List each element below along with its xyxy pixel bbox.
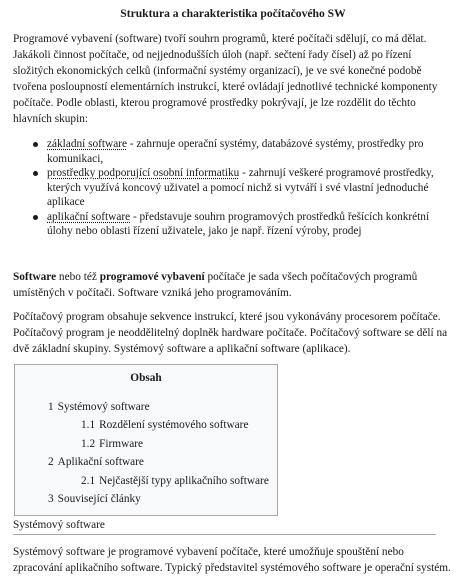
paragraph-text: počítače je sada všech počítačových programů umístěných v počítači. Software vzniká jeho programováním. xyxy=(13,270,418,299)
toc-label: Aplikační software xyxy=(57,456,144,468)
toc-number: 2.1 xyxy=(81,474,96,487)
toc-label: Rozdělení systémového software xyxy=(99,419,249,431)
list-item-text: - zahrnují veškeré programové prostředky, kterých využívá koncový uživatel a pomocí nichž si vytváří i své vlastní jednoduché aplikace xyxy=(47,167,434,208)
toc-item[interactable] xyxy=(15,417,277,435)
list-item-text: - představuje souhrn programových prostředků řešících konkrétní úlohy nebo oblasti řízení uživatele, jako je např. řízení výroby, prodej xyxy=(47,210,430,237)
toc-number: 2 xyxy=(48,456,54,468)
toc-item[interactable] xyxy=(15,436,277,454)
page-title: Struktura a charakteristika počítačového SW xyxy=(120,7,346,20)
table-of-contents xyxy=(14,364,278,516)
list-item-text: - zahrnuje operační systémy, databázové systémy, prostředky pro komunikaci, xyxy=(47,138,424,165)
toc-item[interactable] xyxy=(15,473,277,491)
bold-term: programové vybavení xyxy=(99,270,205,283)
toc-number: 3 xyxy=(48,493,54,505)
term-link[interactable]: aplikační software xyxy=(47,210,131,223)
toc-number: 1.2 xyxy=(81,437,96,450)
bullet-icon xyxy=(33,171,38,176)
toc-title: Obsah xyxy=(130,371,162,384)
toc-item[interactable] xyxy=(15,454,277,472)
toc-label: Nejčastější typy aplikačního software xyxy=(99,474,269,487)
list-item xyxy=(33,210,453,239)
toc-label: Firmware xyxy=(99,437,144,450)
toc-item[interactable] xyxy=(15,491,277,509)
list-item xyxy=(33,137,453,166)
intro-paragraph: Programové vybavení (software) tvoří souhrn programů, které počítači sdělují, co má dělat. Jakákoli činnost počítače, od nejjednodušších úloh (např. sečtení řady čísel) až po řízení složitých ekonomických celků (informační systémy organizací), je ve své konečné podobě tvořena posloupností elementárních instrukcí, které ovládají jednotlivé technické komponenty počítače. Podle oblasti, kterou programové prostředky pokrývají, je lze rozdělit do těchto hlavních skupin: xyxy=(13,33,438,125)
toc-number: 1 xyxy=(48,400,54,413)
list-item xyxy=(33,166,453,210)
toc-item[interactable] xyxy=(15,399,277,417)
term-link[interactable]: základní software xyxy=(47,138,127,150)
bullet-icon xyxy=(33,215,38,220)
document-page xyxy=(13,0,453,576)
software-groups-list xyxy=(13,137,453,239)
program-paragraph: Počítačový program obsahuje sekvence instrukcí, které jsou vykonávány procesorem počítače. Počítačový program je neoddělitelný doplněk hardware počítače. Počítačový software se dělí na dvě základní skupiny. Systémový software a aplikační software (aplikace). xyxy=(13,310,448,355)
software-paragraph xyxy=(13,269,453,301)
paragraph-text: nebo též xyxy=(56,270,100,283)
toc-number: 1.1 xyxy=(81,419,96,431)
toc-label: Systémový software xyxy=(57,400,150,413)
toc-label: Související články xyxy=(57,493,141,505)
system-software-paragraph: Systémový software je programové vybavení počítače, které umožňuje spouštění nebo zpracování aplikačního software. Typický představitel systémového software je operační systém. xyxy=(13,545,451,574)
bullet-icon xyxy=(33,142,38,147)
term-link[interactable]: prostředky podporující osobní informatiku xyxy=(47,167,240,179)
bold-term: Software xyxy=(13,270,57,283)
section-heading: Systémový software xyxy=(13,518,436,535)
